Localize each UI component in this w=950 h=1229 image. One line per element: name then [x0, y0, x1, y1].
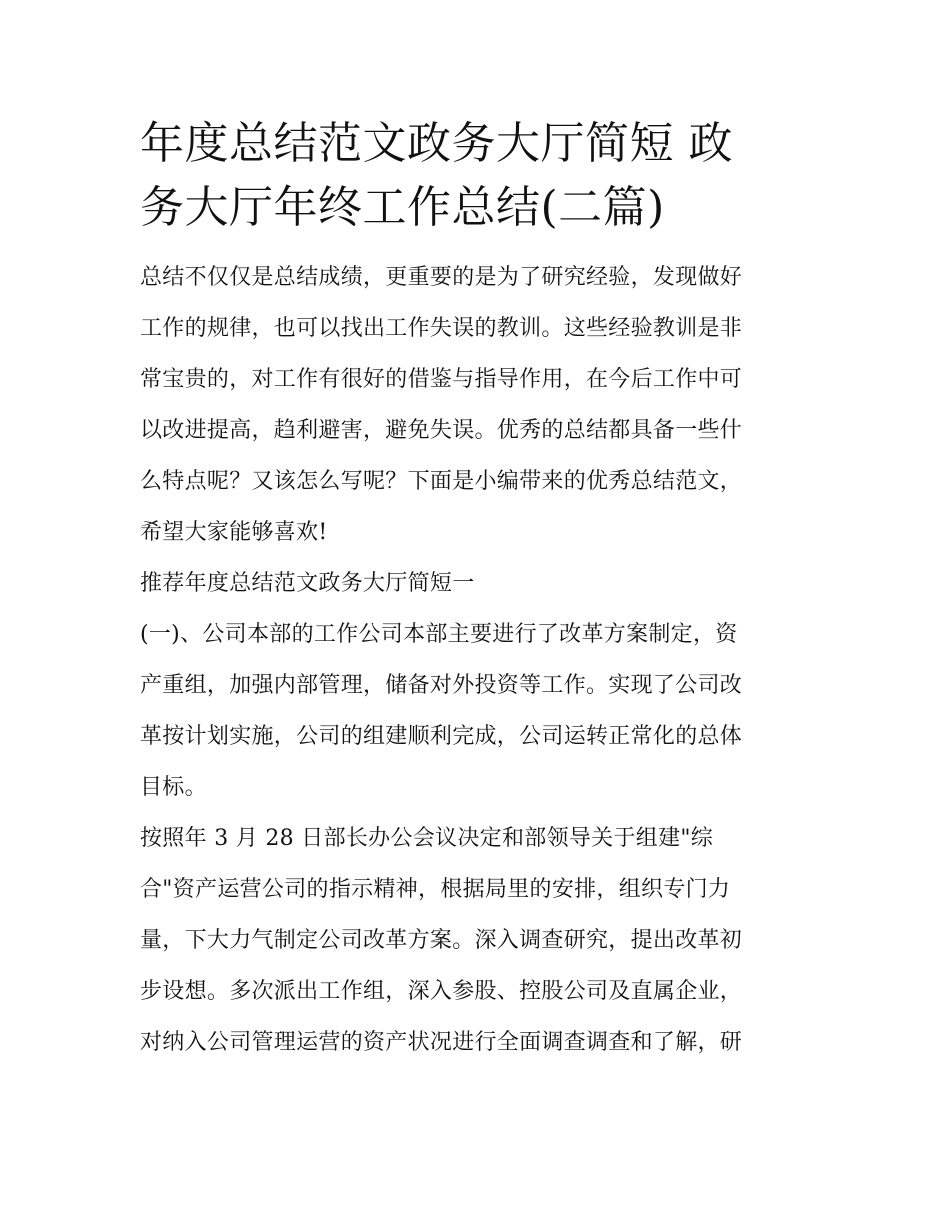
body-line: 目标。 — [140, 775, 207, 800]
section-heading: 推荐年度总结范文政务大厅简短一 — [140, 571, 475, 596]
body-line: 合"资产运营公司的指示精神，根据局里的安排，组织专门力 — [140, 877, 731, 902]
document-title — [140, 112, 820, 240]
body-line: 对纳入公司管理运营的资产状况进行全面调查调查和了解，研 — [140, 1030, 743, 1055]
body-line: 量，下大力气制定公司改革方案。深入调查研究，提出改革初 — [140, 928, 743, 953]
document-content — [140, 112, 820, 1068]
body-line: 以改进提高，趋利避害，避免失误。优秀的总结都具备一些什 — [140, 418, 743, 443]
body-line: 按照年 3 月 28 日部长办公会议决定和部领导关于组建"综 — [140, 826, 714, 851]
body-line: 革按计划实施，公司的组建顺利完成，公司运转正常化的总体 — [140, 724, 743, 749]
body-line: 希望大家能够喜欢! — [140, 520, 328, 545]
document-body — [140, 252, 820, 1068]
title-line: 务大厅年终工作总结(二篇) — [140, 182, 665, 233]
body-line: (一)、公司本部的工作公司本部主要进行了改革方案制定，资 — [140, 622, 738, 647]
body-line: 步设想。多次派出工作组，深入参股、控股公司及直属企业， — [140, 979, 743, 1004]
body-line: 常宝贵的，对工作有很好的借鉴与指导作用，在今后工作中可 — [140, 367, 743, 392]
title-line: 年度总结范文政务大厅简短 政 — [140, 118, 733, 169]
body-line: 么特点呢？又该怎么写呢？下面是小编带来的优秀总结范文， — [140, 469, 743, 494]
body-line: 总结不仅仅是总结成绩，更重要的是为了研究经验，发现做好 — [140, 265, 743, 290]
body-line: 工作的规律，也可以找出工作失误的教训。这些经验教训是非 — [140, 316, 743, 341]
body-line: 产重组，加强内部管理，储备对外投资等工作。实现了公司改 — [140, 673, 743, 698]
